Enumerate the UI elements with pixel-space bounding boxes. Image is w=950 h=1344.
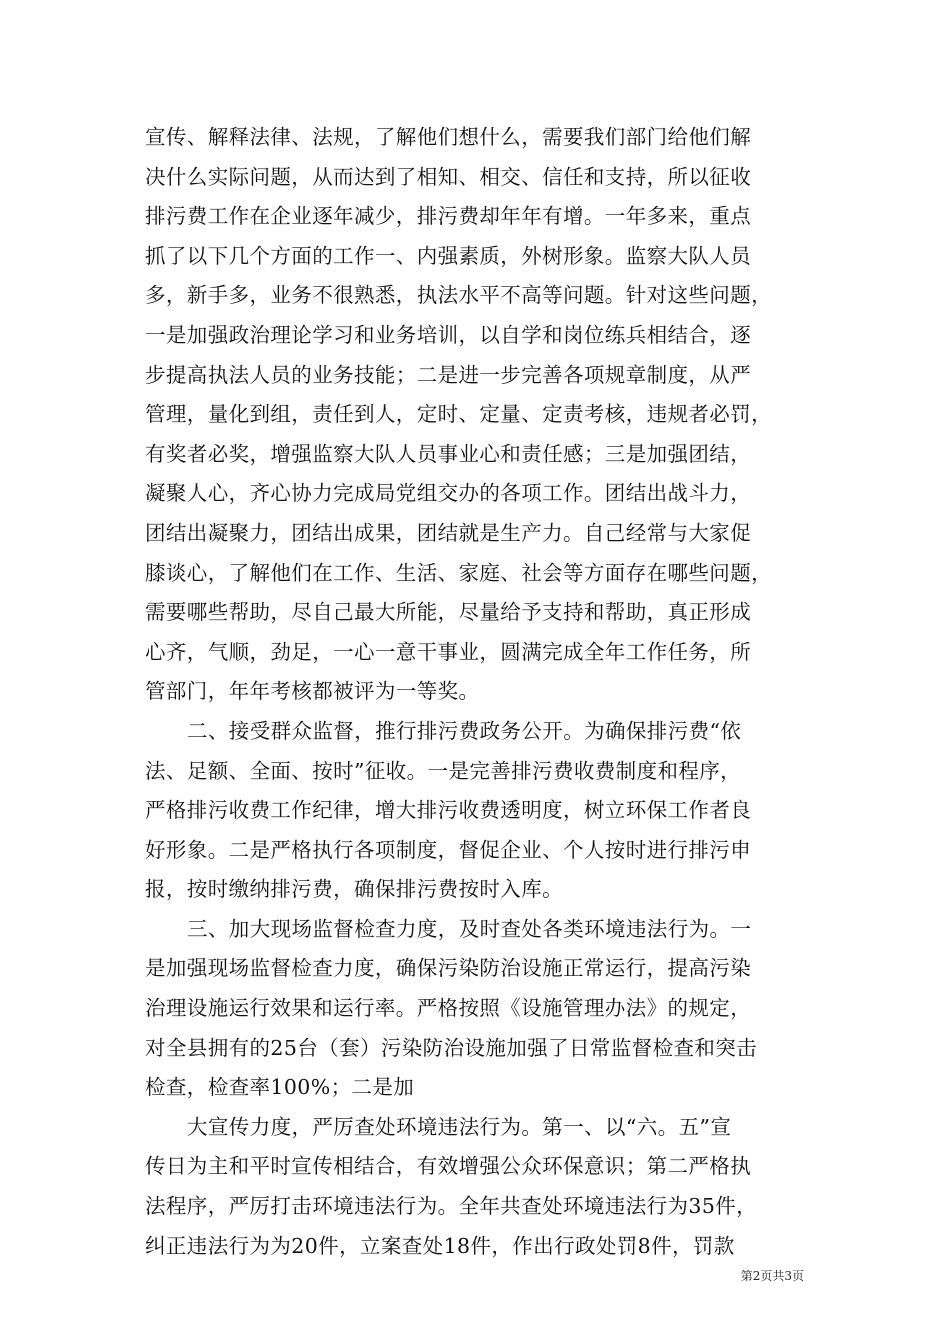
text-line: 管理，量化到组，责任到人，定时、定量、定责考核，违规者必罚，	[145, 402, 772, 427]
text-line: 一是加强政治理论学习和业务培训，以自学和岗位练兵相结合，逐	[145, 322, 752, 347]
text-line: 对全县拥有的25台（套）污染防治设施加强了日常监督检查和突击	[145, 1035, 758, 1060]
text-line: 好形象。二是严格执行各项制度，督促企业、个人按时进行排污申	[145, 837, 752, 862]
text-line: 宣传、解释法律、法规，了解他们想什么，需要我们部门给他们解	[145, 125, 752, 149]
text-line: 法程序，严厉打击环境违法行为。全年共查处环境违法行为35件，	[145, 1194, 758, 1219]
text-line: 抓了以下几个方面的工作一、内强素质，外树形象。监察大队人员	[145, 243, 752, 268]
text-line: 检查，检查率100%；二是加	[145, 1075, 415, 1100]
text-line: 多，新手多，业务不很熟悉，执法水平不高等问题。针对这些问题，	[145, 283, 772, 308]
text-line: 心齐，气顺，劲足，一心一意干事业，圆满完成全年工作任务，所	[145, 639, 752, 664]
text-line: 严格排污收费工作纪律，增大排污收费透明度，树立环保工作者良	[145, 798, 752, 823]
text-line: 三、加大现场监督检查力度，及时查处各类环境违法行为。一	[187, 916, 752, 941]
text-line: 报，按时缴纳排污费，确保排污费按时入库。	[145, 877, 563, 902]
text-line: 有奖者必奖，增强监察大队人员事业心和责任感；三是加强团结，	[145, 441, 752, 466]
text-line: 膝谈心，了解他们在工作、生活、家庭、社会等方面存在哪些问题，	[145, 560, 772, 585]
text-line: 团结出凝聚力，团结出成果，团结就是生产力。自己经常与大家促	[145, 520, 752, 545]
text-line: 二、接受群众监督，推行排污费政务公开。为确保排污费“依	[187, 718, 742, 743]
text-line: 凝聚人心，齐心协力完成局党组交办的各项工作。团结出战斗力，	[145, 481, 752, 506]
text-line: 是加强现场监督检查力度，确保污染防治设施正常运行，提高污染	[145, 956, 752, 981]
page-number-footer: 第2页共3页	[740, 1269, 804, 1283]
text-line: 传日为主和平时宣传相结合，有效增强公众环保意识；第二严格执	[145, 1154, 752, 1179]
document-body	[145, 118, 825, 1266]
text-line: 大宣传力度，严厉查处环境违法行为。第一、以“六。五”宣	[187, 1114, 732, 1139]
text-line: 需要哪些帮助，尽自己最大所能，尽量给予支持和帮助，真正形成	[145, 600, 752, 625]
text-line: 法、足额、全面、按时”征收。一是完善排污费收费制度和程序，	[145, 758, 742, 783]
text-line: 纠正违法行为为20件，立案查处18件，作出行政处罚8件，罚款	[145, 1233, 735, 1258]
text-line: 管部门，年年考核都被评为一等奖。	[145, 679, 480, 704]
text-line: 治理设施运行效果和运行率。严格按照《设施管理办法》的规定，	[145, 996, 752, 1021]
text-line: 步提高执法人员的业务技能；二是进一步完善各项规章制度，从严	[145, 362, 752, 387]
text-line: 决什么实际问题，从而达到了相知、相交、信任和支持，所以征收	[145, 164, 752, 189]
text-line: 排污费工作在企业逐年减少，排污费却年年有增。一年多来，重点	[145, 204, 752, 229]
